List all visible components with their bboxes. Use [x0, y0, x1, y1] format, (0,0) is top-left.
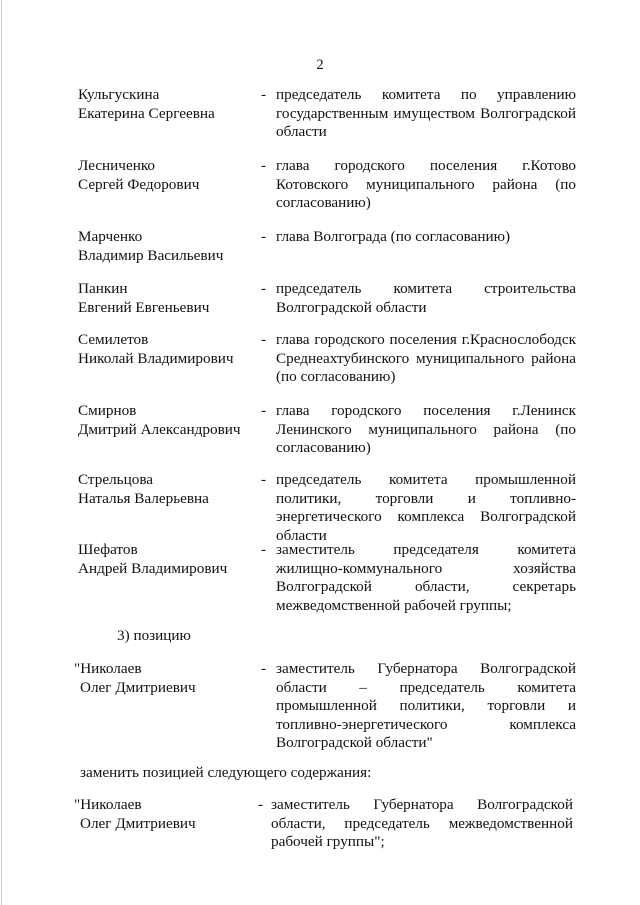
member-position: глава городского поселения г.Котово Котовского муниципального района (по согласованию): [276, 157, 576, 211]
member-last-name: "Николаев: [74, 796, 142, 813]
member-first-name: Олег Дмитриевич: [80, 814, 196, 832]
member-position: председатель комитета по управлению государственным имуществом Волгоградской области: [276, 86, 576, 140]
member-last-name: Семилетов: [78, 331, 149, 348]
dash-separator: -: [261, 280, 267, 297]
member-position: заместитель председателя комитета жилищно-коммунального хозяйства Волгоградской области, секретарь межведомственной рабочей группы;: [276, 541, 576, 614]
member-last-name: Панкин: [78, 280, 128, 297]
member-position: председатель комитета промышленной политики, торговли и топливно-энергетического комплекса Волгоградской области: [276, 471, 576, 544]
member-first-name: Екатерина Сергеевна: [78, 104, 215, 122]
page-margin-line: [1, 0, 2, 905]
dash-separator: -: [261, 541, 267, 558]
member-name: [78, 541, 258, 578]
member-last-name: Лесниченко: [78, 157, 156, 174]
item-3-label: 3) позицию: [117, 627, 191, 644]
member-first-name: Евгений Евгеньевич: [78, 298, 210, 316]
member-name: [74, 660, 254, 697]
member-first-name: Николай Владимирович: [78, 349, 234, 367]
member-first-name: Владимир Васильевич: [78, 246, 224, 264]
member-name: [78, 331, 258, 368]
member-last-name: Стрельцова: [78, 471, 154, 488]
member-name: [78, 157, 258, 194]
member-last-name: Смирнов: [78, 402, 137, 419]
member-name: [78, 402, 258, 439]
member-last-name: Кульгускина: [78, 86, 160, 103]
member-position: председатель комитета строительства Волгоградской области: [276, 280, 576, 316]
dash-separator: -: [258, 796, 264, 813]
member-first-name: Дмитрий Александрович: [78, 420, 241, 438]
member-first-name: Наталья Валерьевна: [78, 489, 209, 507]
member-first-name: Андрей Владимирович: [78, 559, 228, 577]
member-name: [78, 228, 258, 265]
replace-instruction: заменить позицией следующего содержания:: [80, 764, 372, 781]
dash-separator: -: [261, 86, 267, 103]
member-name: [78, 280, 258, 317]
member-position: заместитель Губернатора Волгоградской области – председатель комитета промышленной политики, торговли и топливно-энергетического комплекса Волгоградской области": [276, 660, 576, 751]
page-number: 2: [316, 57, 324, 73]
member-last-name: Марченко: [78, 228, 143, 245]
dash-separator: -: [261, 402, 267, 419]
member-name: [78, 86, 258, 123]
member-last-name: Шефатов: [78, 541, 138, 558]
member-position: глава городского поселения г.Краснослободск Среднеахтубинского муниципального района (по согласованию): [276, 331, 576, 385]
dash-separator: -: [261, 660, 267, 677]
dash-separator: -: [261, 331, 267, 348]
dash-separator: -: [261, 471, 267, 488]
member-name: [78, 471, 258, 508]
member-position: глава Волгограда (по согласованию): [276, 228, 511, 245]
dash-separator: -: [261, 228, 267, 245]
member-first-name: Олег Дмитриевич: [80, 678, 196, 696]
member-position: глава городского поселения г.Ленинск Ленинского муниципального района (по согласованию): [276, 402, 576, 456]
member-position: заместитель Губернатора Волгоградской области, председатель межведомственной рабочей группы";: [271, 796, 573, 850]
member-first-name: Сергей Федорович: [78, 175, 200, 193]
member-name: [74, 796, 254, 833]
dash-separator: -: [261, 157, 267, 174]
member-last-name: "Николаев: [74, 660, 142, 677]
